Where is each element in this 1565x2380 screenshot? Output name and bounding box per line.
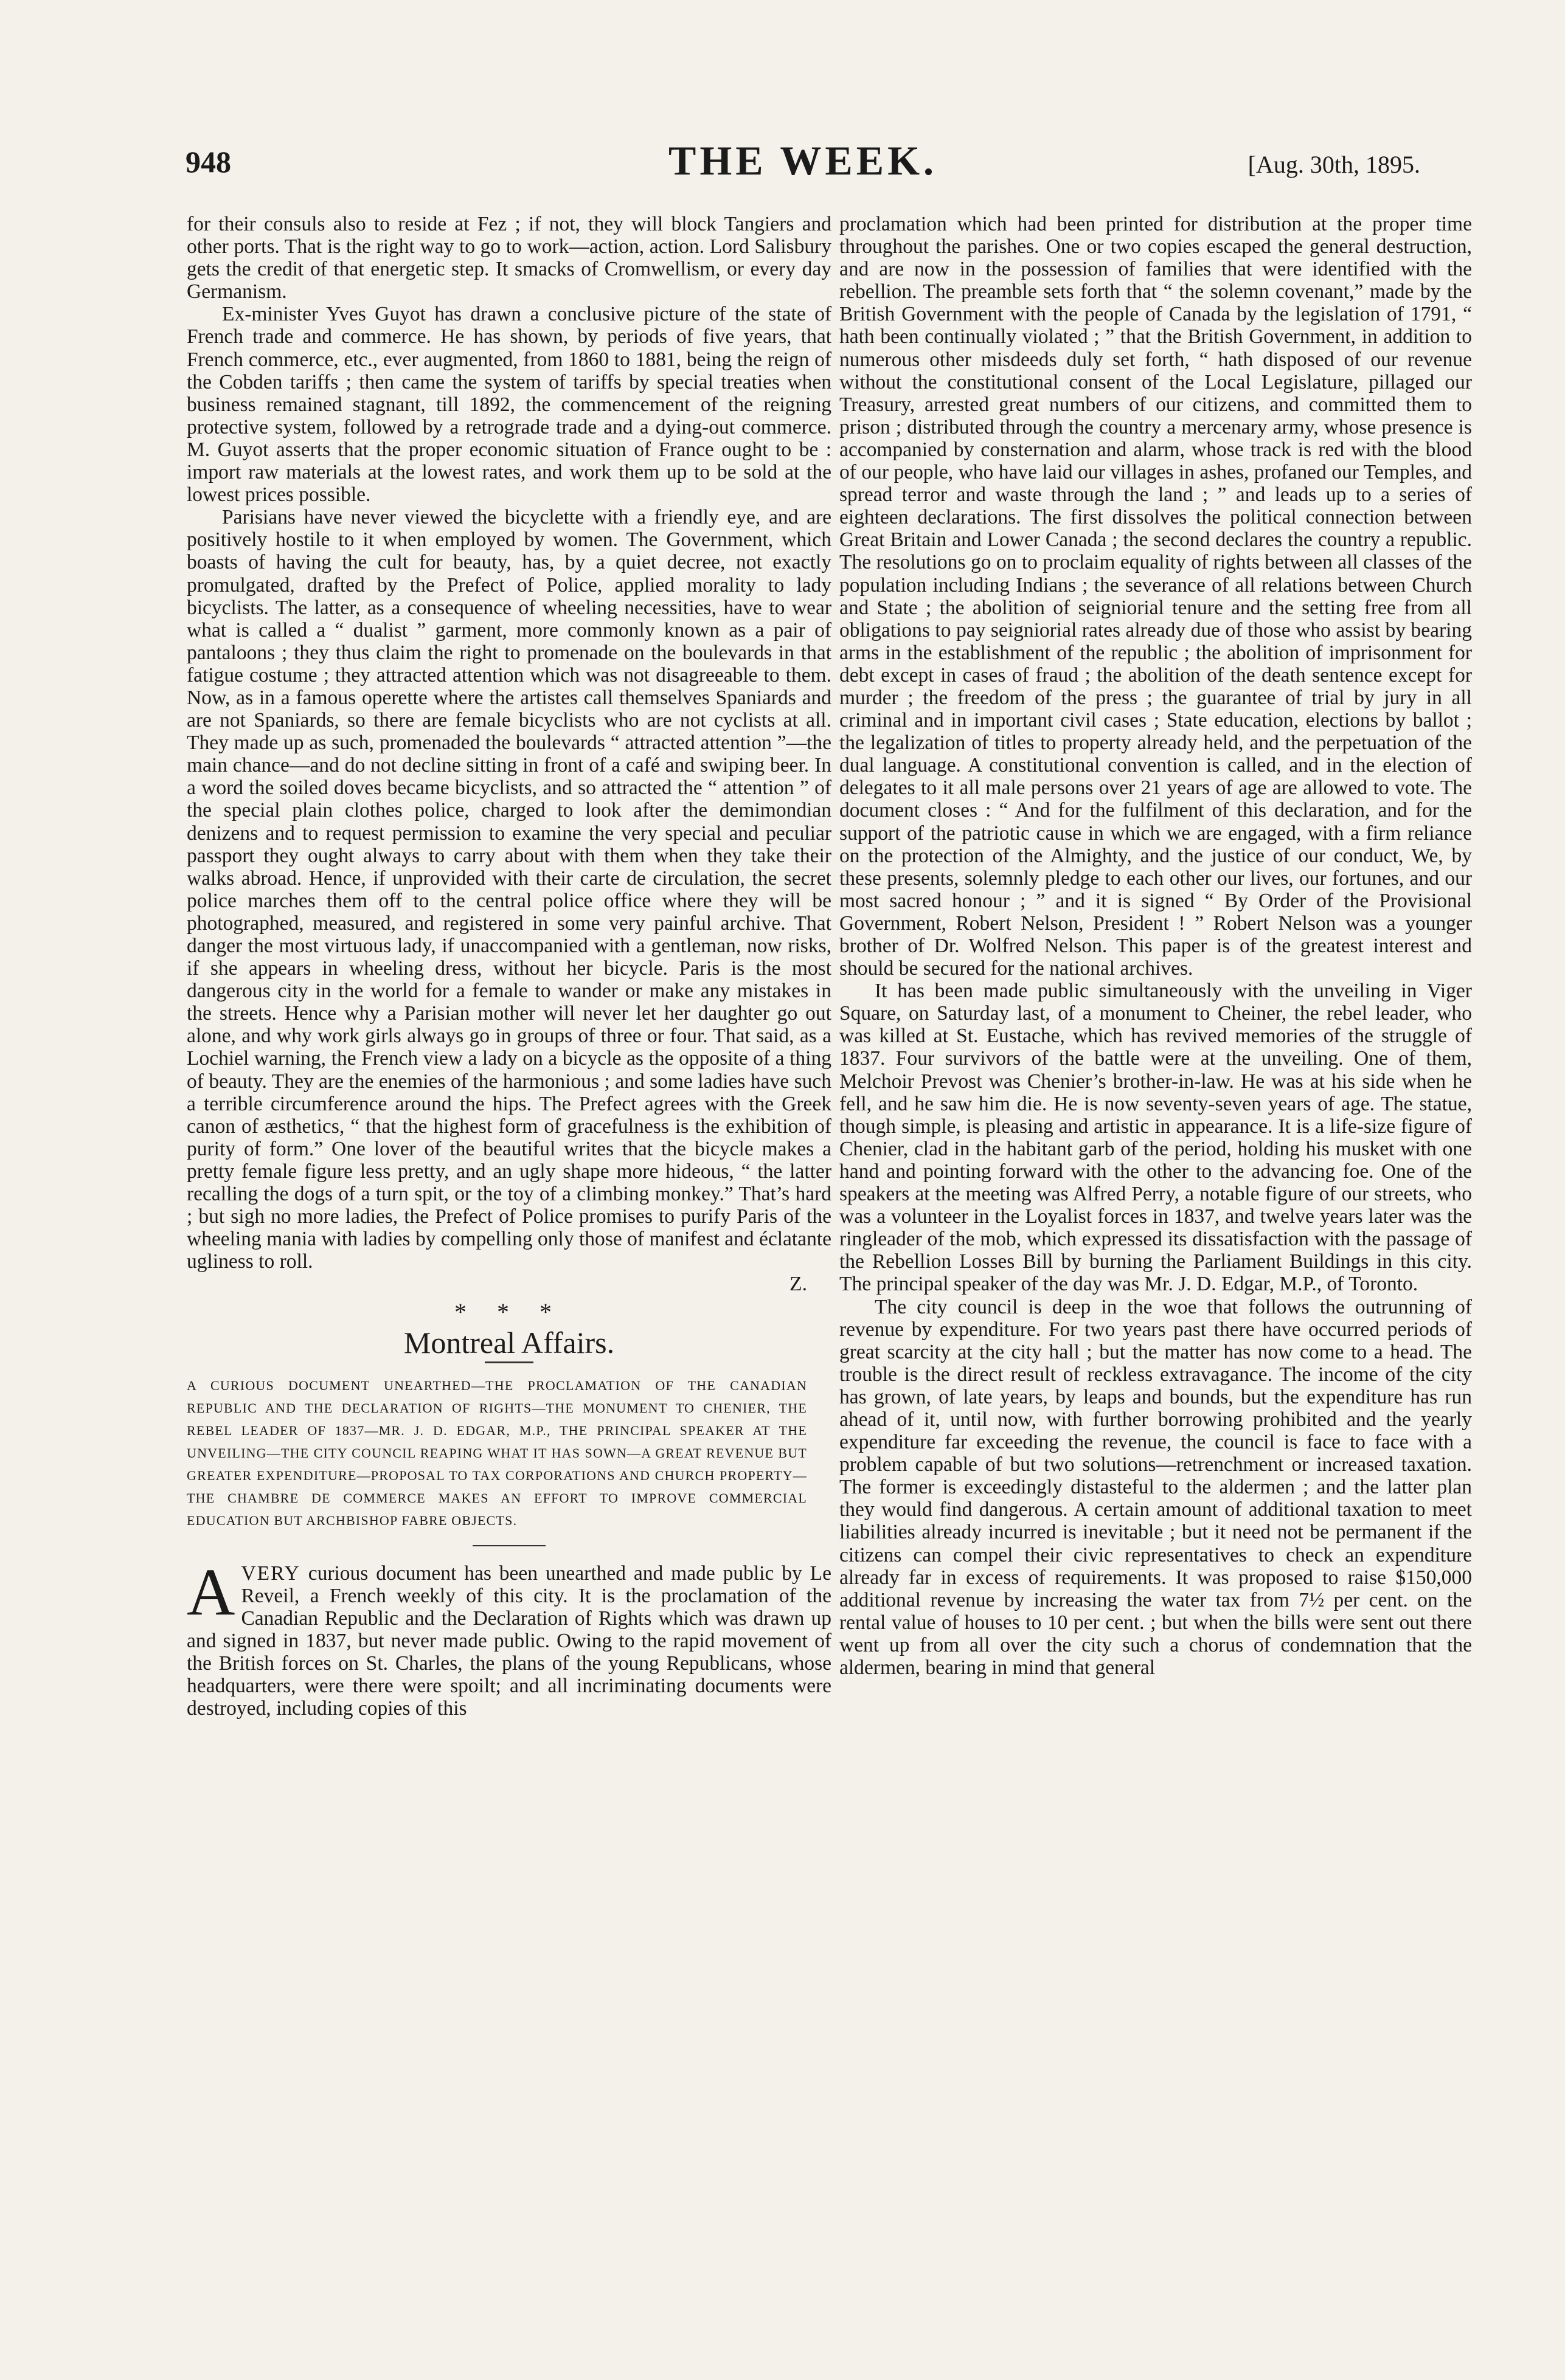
author-signature: Z.: [789, 1273, 807, 1296]
page-header: [186, 137, 1420, 192]
drop-cap: A: [187, 1554, 235, 1629]
section-subhead: A CURIOUS DOCUMENT UNEARTHED—THE PROCLAMATION OF THE CANADIAN REPUBLIC AND THE DECLARATION OF RIGHTS—THE MONUMENT TO CHENIER, THE REBEL LEADER OF 1837—MR. J. D. EDGAR, M.P., THE PRINCIPAL SPEAKER AT THE UNVEILING—THE CITY COUNCIL REAPING WHAT IT HAS SOWN—A GREAT REVENUE BUT GREATER EXPENDITURE—PROPOSAL TO TAX CORPORATIONS AND CHURCH PROPERTY—THE CHAMBRE DE COMMERCE MAKES AN EFFORT TO IMPROVE COMMERCIAL EDUCATION BUT ARCHBISHOP FABRE OBJECTS.: [187, 1377, 807, 1528]
paragraph: The city council is deep in the woe that follows the outrunning of revenue by expenditure. For two years past there have occurred periods of great scarcity at the city hall ; but the matter has now come to a head. The trouble is the direct result of reckless extravagance. The income of the city has grown, of late years, by leaps and bounds, but the expenditure has run ahead of it, until now, with further borrowing prohibited and the yearly expenditure far exceeding the revenue, the council is face to face with a problem capable of but two solutions—retrenchment or increased taxation. The former is exceedingly distasteful to the aldermen ; and the latter plan they would find dangerous. A certain amount of additional taxation to meet liabilities already incurred is inevitable ; but it need not be permanent if the citizens can compel their civic representatives to check an expenditure already far in excess of requirements. It was proposed to raise $150,000 additional revenue by increasing the water tax from 7½ per cent. on the rental value of houses to 10 per cent. ; but when the bills were sent out there went up from all over the city such a chorus of condemnation that the aldermen, bearing in mind that general: [839, 1295, 1472, 1679]
paragraph: proclamation which had been printed for distribution at the proper time throughout the parishes. One or two copies escaped the general destruction, and are now in the possession of families that were identified with the rebellion. The preamble sets forth that “ the solemn covenant,” made by the British Government with the people of Canada by the legislation of 1791, “ hath been continually violated ; ” that the British Government, in addition to numerous other misdeeds duly set forth, “ hath disposed of our revenue without the constitutional consent of the Local Legislature, pillaged our Treasury, arrested great numbers of our citizens, and committed them to prison ; distributed through the country a mercenary army, whose presence is accompanied by consternation and alarm, whose track is red with the blood of our people, who have laid our villages in ashes, profaned our Temples, and spread terror and waste through the land ; ” and leads up to a series of eighteen declarations. The first dissolves the political connection between Great Britain and Lower Canada ; the second declares the country a republic. The resolutions go on to proclaim equality of rights between all classes of the population including Indians ; the severance of all relations between Church and State ; the abolition of seigniorial tenure and the setting free from all obligations to pay seigniorial rates already due of those who assist by bearing arms in the establishment of the republic ; the abolition of imprisonment for debt except in cases of fraud ; the abolition of the death sentence except for murder ; the freedom of the press ; the guarantee of trial by jury in all criminal and in important civil cases ; State education, elections by ballot ; the legalization of titles to property already held, and the perpetuation of the dual language. A constitutional convention is called, and in the election of delegates to it all male persons over 21 years of age are allowed to vote. The document closes : “ And for the fulfilment of this declaration, and for the support of the patriotic cause in which we are engaged, with a firm reliance on the protection of the Almighty, and the justice of our conduct, We, by these presents, solemnly pledge to each other our lives, our fortunes, and our most sacred honour ; ” and it is signed “ By Order of the Provisional Government, Robert Nelson, President ! ” Robert Nelson was a younger brother of Dr. Wolfred Nelson. This paper is of the greatest interest and should be secured for the national archives.: [839, 213, 1472, 980]
section-title: Montreal Affairs.: [403, 1325, 615, 1360]
issue-date: [Aug. 30th, 1895.: [1247, 151, 1420, 178]
left-column: [187, 213, 831, 1720]
opening-text: curious document has been unearthed and made public by Le Reveil, a French weekly of this city. It is the proclamation of the Canadian Republic and the Declaration of Rights which was drawn up and signed in 1837, but never made public. Owing to the rapid movement of the British forces on St. Charles, the plans of the young Republicans, whose headquarters, were there were spoilt; and all incriminating documents were destroyed, including copies of this: [187, 1562, 831, 1720]
paragraph: for their consuls also to reside at Fez ; if not, they will block Tangiers and other ports. That is the right way to go to work—action, action. Lord Salisbury gets the credit of that energetic step. It smacks of Cromwellism, or every day Germanism.: [187, 213, 831, 303]
page-number: 948: [186, 145, 231, 179]
section-separator: * * *: [454, 1298, 564, 1326]
paragraph: It has been made public simultaneously with the unveiling in Viger Square, on Saturday last, of a monument to Cheiner, the rebel leader, who was killed at St. Eustache, which has revived memories of the struggle of 1837. Four survivors of the battle were at the unveiling. One of them, Melchoir Prevost was Chenier’s brother-in-law. He was at his side when he fell, and he saw him die. He is now seventy-seven years of age. The statue, though simple, is pleasing and artistic in appearance. It is a life-size figure of Chenier, clad in the habitant garb of the period, holding his musket with one hand and pointing forward with the other to the advancing foe. One of the speakers at the meeting was Alfred Perry, a notable figure of our streets, who was a volunteer in the Loyalist forces in 1837, and twelve years later was the ringleader of the mob, which expressed its dissatisfaction with the passage of the Rebellion Losses Bill by burning the Parliament Buildings in this city. The principal speaker of the day was Mr. J. D. Edgar, M.P., of Toronto.: [839, 980, 1472, 1296]
right-column: [839, 213, 1472, 1679]
lead-word: VERY: [241, 1562, 300, 1585]
paragraph: Ex-minister Yves Guyot has drawn a conclusive picture of the state of French trade and commerce. He has shown, by periods of five years, that French commerce, etc., ever augmented, from 1860 to 1881, being the reign of the Cobden tariffs ; then came the system of tariffs by special treaties when business remained stagnant, till 1892, the commencement of the reigning protective system, followed by a retrograde trade and a dying-out commerce. M. Guyot asserts that the proper economic situation of France ought to be : import raw materials at the lowest rates, and work them up to be sold at the lowest prices possible.: [187, 303, 831, 507]
paragraph: Parisians have never viewed the bicyclette with a friendly eye, and are positively hostile to it when employed by women. The Government, which boasts of having the cult for beauty, has, by a quiet decree, not exactly promulgated, drafted by the Prefect of Police, applied morality to lady bicyclists. The latter, as a consequence of wheeling necessities, have to wear what is called a “ dualist ” garment, more commonly known as a pair of pantaloons ; they thus claim the right to promenade on the boulevards in that fatigue costume ; they attracted attention which was not disagreeable to them. Now, as in a famous operette where the artistes call themselves Spaniards and are not Spaniards, so there are female bicyclists who are not cyclists at all. They made up as such, promenaded the boulevards “ attracted attention ”—the main chance—and do not decline sitting in front of a café and swiping beer. In a word the soiled doves became bicyclists, and so attracted the “ attention ” of the special plain clothes police, charged to look after the demimondian denizens and to request permission to examine the very special and peculiar passport they ought always to carry about with them when they take their walks abroad. Hence, if unprovided with their carte de circulation, the secret police marches them off to the central police office where they will be photographed, measured, and registered in some very painful archive. That danger the most virtuous lady, if unaccompanied with a gentleman, now risks, if she appears in wheeling dress, without her bicycle. Paris is the most dangerous city in the world for a female to wander or make any mistakes in the streets. Hence why a Parisian mother will never let her daughter go out alone, and why work girls always go in groups of three or four. That said, as a Lochiel warning, the French view a lady on a bicycle as the opposite of a thing of beauty. They are the enemies of the harmonious ; and some ladies have such a terrible circumference around the hips. The Prefect agrees with the Greek canon of æsthetics, “ that the highest form of gracefulness is the exhibition of purity of form.” One lover of the beautiful writes that the bicycle makes a pretty female figure less pretty, and an ugly shape more hideous, “ the latter recalling the dogs of a turn spit, or the toy of a climbing monkey.” That’s hard ; but sigh no more ladies, the Prefect of Police promises to purify Paris of the wheeling mania with ladies by compelling only those of manifest and éclatante ugliness to roll.: [187, 506, 831, 1273]
opening-paragraph: [187, 1554, 831, 1720]
subhead-rule: [473, 1545, 546, 1546]
title-rule: [485, 1361, 533, 1363]
masthead: THE WEEK.: [668, 137, 937, 184]
